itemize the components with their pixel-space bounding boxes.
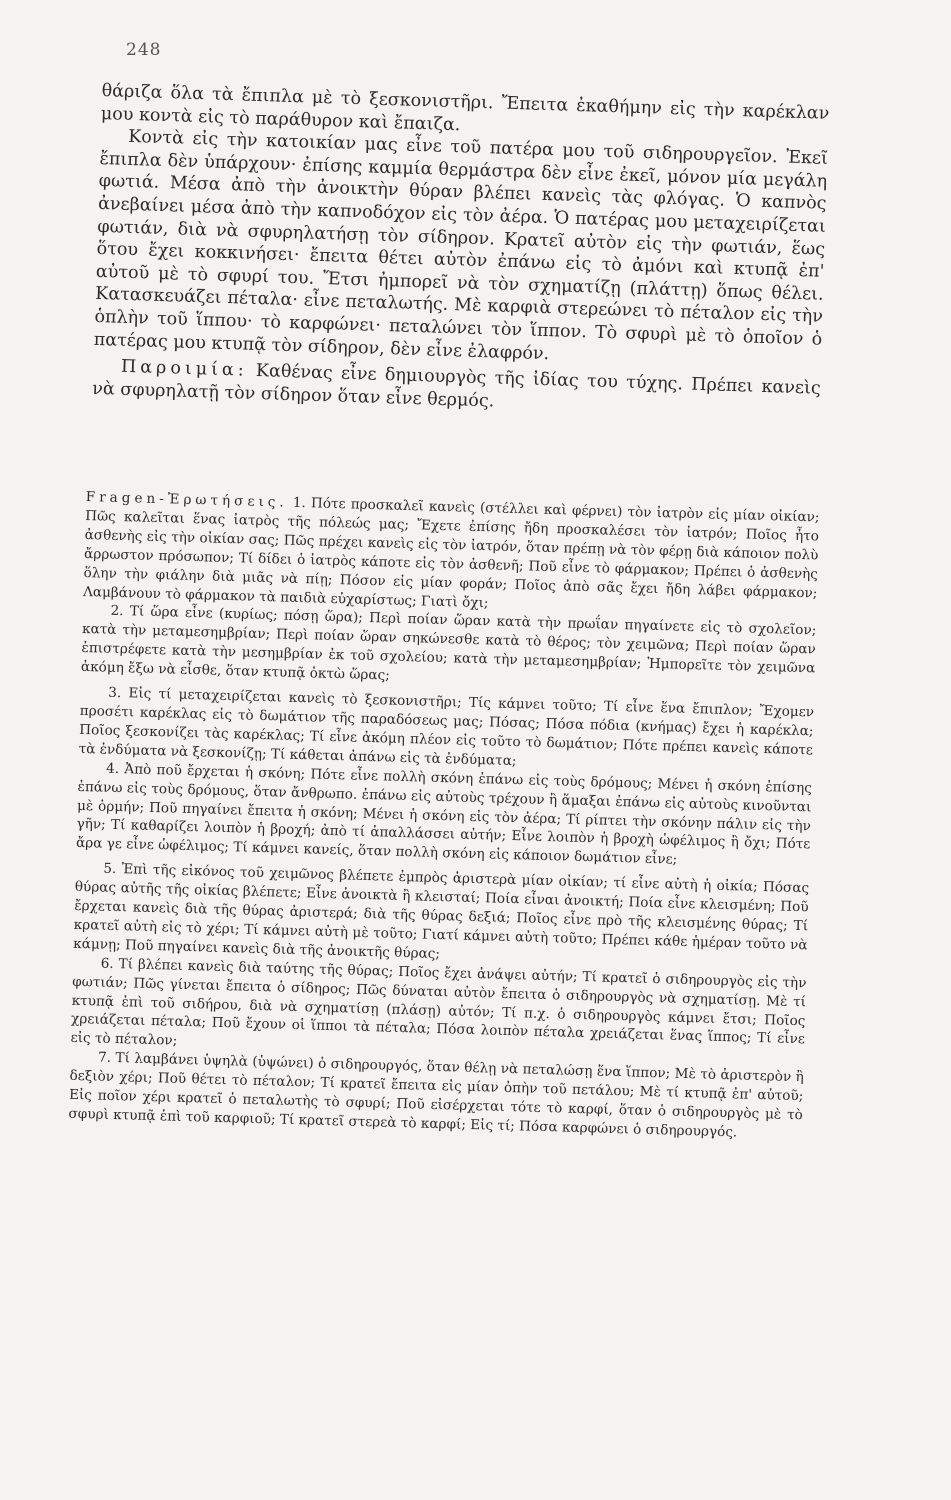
story-paragraph: Κοντὰ εἰς τὴν κατοικίαν μας εἶνε τοῦ πατέρα μου τοῦ σιδηρουργεῖον. Ἐκεῖ ἔπιπλα δὲν ὑπάρχουν· ἐπίσης καμμία θερμάστρα δὲν εἶνε ἐκεῖ, μόνον μία μεγάλη φωτιά. Μέσα ἀπὸ τὴν ἀνοικτὴν θύραν βλέπει κανεὶς τὰς φλόγας. Ὁ καπνὸς ἀνεβαίνει μέσα ἀπὸ τὴν καπνοδόχον εἰς τὸν ἀέρα. Ὁ πατέρας μου μεταχειρίζεται φωτιάν, διὰ νὰ σφυρηλατήσῃ τὸν σίδηρον. Κρατεῖ αὐτὸν εἰς τὴν φωτιάν, ἕως ὅτου ἔχει κοκκινήσει· ἔπειτα θέτει αὐτὸν ἐπάνω εἰς τὸ ἀμόνι καὶ κτυπᾷ ἐπ' αὐτοῦ μὲ τὸ σφυρί του. Ἔτσι ἠμπορεῖ νὰ τὸν σχηματίζῃ (πλάττῃ) ὅπως θέλει. Κατασκευάζει πέταλα· εἶνε πεταλωτής. Μὲ καρφιὰ στερεώνει τὸ πέταλον εἰς τὴν ὁπλὴν τοῦ ἵππου· τὸ καρφώνει· πεταλώνει τὸν ἵππον. Τὸ σφυρὶ μὲ τὸ ὁποῖον ὁ πατέρας μου κτυπᾷ τὸν σίδηρον, δὲν εἶνε ἐλαφρόν. (93, 127, 829, 364)
question-item: 2. Τί ὥρα εἶνε (κυρίως; πόσῃ ὥρα); Περὶ ποίαν ὥραν κατὰ τὴν πρωΐαν πηγαίνετε εἰς τὸ σχολεῖον; κατὰ τὴν μεταμεσημβρίαν; Περὶ ποίαν ὥραν σηκώνεσθε κατὰ τὸ θέρος; τὸν χειμῶνα; Περὶ ποίαν ὥραν ἐπιστρέφετε κατὰ τὴν μεσημβρίαν ἐκ τοῦ σχολείου; κατὰ τὴν μεταμεσημβρίαν; Ἠμπορεῖτε τὸν χειμῶνα ἀκόμη ἔξω νὰ εἶσθε, ὅταν κτυπᾷ ὀκτὼ ὥρας; (80, 603, 817, 684)
questions-section (68, 488, 819, 1144)
questions-label: Fragen-Ἐρωτήσεις. (85, 488, 288, 511)
page-number: 248 (126, 40, 162, 60)
question-item: Fragen-Ἐρωτήσεις. 1. Πότε προσκαλεῖ κανεὶς (στέλλει καὶ φέρνει) τὸν ἰατρὸν εἰς μίαν οἰκίαν; Πῶς καλεῖται ἕνας ἰατρὸς τῆς πόλεώς μας; Ἔχετε ἐπίσης ἤδη προσκαλέσει τὸν ἰατρόν; Ποῖος ἦτο ἀσθενὴς εἰς τὴν οἰκίαν σας; Πῶς πρέχει κανεὶς εἰς τὸν ἰατρόν, ὅταν πρέπῃ νὰ τὸν φέρῃ διὰ κάποιον πολὺ ἄρρωστον πρόσωπον; Τί δίδει ὁ ἰατρὸς κάποτε εἰς τὸν ἀσθενῆ; Ποῦ εἶνε τὸ φάρμακον; Πρέπει ὁ ἀσθενὴς ὅλην τὴν φιάλην διὰ μιᾶς νὰ πίῃ; Πόσον εἰς μίαν φοράν; Ποῖος ἀπὸ σᾶς ἔχει ἤδη λάβει φάρμακον; Λαμβάνουν τὸ φάρμακον τὰ παιδιὰ εὐχαρίστως; Γιατὶ ὄχι; (82, 488, 820, 611)
question-item: 7. Τί λαμβάνει ὑψηλὰ (ὑψώνει) ὁ σιδηρουργός, ὅταν θέλῃ νὰ πεταλώσῃ ἕνα ἵππον; Μὲ τὸ ἀριστερὸν ἢ δεξιὸν χέρι; Ποῦ θέτει τὸ πέταλον; Τί κρατεῖ ἔπειτα εἰς μίαν ὀπὴν τοῦ πετάλου; Μὲ τί κτυπᾷ ἐπ' αὐτοῦ; Εἰς ποῖον χέρι κρατεῖ ὁ πεταλωτὴς τὸ σφυρί; Ποῦ εἰσέρχεται τότε τὸ καρφί, ὅταν ὁ σιδηρουργὸς μὲ τὸ σφυρὶ κτυπᾷ ἐπὶ τοῦ καρφιοῦ; Τί κρατεῖ στερεὰ τὸ καρφί; Εἰς τί; Πόσα καρφώνει ὁ σιδηρουργός. (68, 1049, 805, 1141)
question-item: 4. Ἀπὸ ποῦ ἔρχεται ἡ σκόνη; Πότε εἶνε πολλὴ σκόνη ἐπάνω εἰς τοὺς δρόμους; Μένει ἡ σκόνη ἐπίσης ἐπάνω εἰς τοὺς δρόμους, ὅταν ἄνθρωπο. ἐπάνω εἰς αὐτοὺς τρέχουν ἢ ἅμαξαι ἐπάνω εἰς αὐτοὺς κινοῦνται μὲ ὁρμήν; Ποῦ πηγαίνει ἔπειτα ἡ σκόνη; Μένει ἡ σκόνη εἰς τὸν ἀέρα; Τί ρίπτει τὴν σκόνην πάλιν εἰς τὴν γῆν; Τί καθαρίζει λοιπὸν ἡ βροχή; ἀπὸ τί ἀπαλλάσσει αὐτήν; Εἶνε λοιπὸν ἡ βροχὴ ὠφέλιμος ἢ ὄχι; Πότε ἄρα γε εἶνε ὠφέλιμος; Τί κάμνει κανείς, ὅταν πολλὴ σκόνη εἰς κάποιον δωμάτιον εἶνε; (75, 760, 813, 868)
question-item: 3. Εἰς τί μεταχειρίζεται κανεὶς τὸ ξεσκονιστῆρι; Τίς κάμνει τοῦτο; Τί εἶνε ἕνα ἔπιπλον; Ἔχομεν προσέτι καρέκλας εἰς τὸ δωμάτιον τῆς παραδόσεως μας; Πόσας; Πόσα πόδια (κνήμας) ἔχει ἡ καρέκλα; Ποῖος ξεσκονίζει τὰς καρέκλας; Τί εἶνε ἀκόμη πλέον εἰς τοῦτο τὸ δωμάτιον; Πότε πρέπει κανεὶς κάποτε τὰ ἐνδύματα νὰ ξεσκονίζῃ; Τί κάθεται ἀπάνω εἰς τὰ ἐνδύματα; (78, 684, 815, 769)
reading-passage (92, 80, 830, 423)
proverb-label: Παροιμία: (120, 356, 248, 381)
question-item: 5. Ἐπὶ τῆς εἰκόνος τοῦ χειμῶνος βλέπετε ἐμπρὸς ἀριστερὰ μίαν οἰκίαν; τί εἶνε αὐτὴ ἡ οἰκία; Πόσας θύρας αὐτῆς τῆς οἰκίας βλέπετε; Εἶνε ἀνοικτὰ ἢ κλεισταί; Ποία εἶναι ἀνοικτή; Ποία εἶνε κλεισμένη; Ποῦ ἔρχεται κανεὶς διὰ τῆς θύρας ἀριστερά; διὰ τῆς θύρας δεξιά; Ποῖος εἶνε πρὸ τῆς κλεισμένης θύρας; Τί κρατεῖ αὐτὴ εἰς τὸ χέρι; Τί κάμνει αὐτὴ μὲ τοῦτο; Γιατί κάμνει αὐτὴ τοῦτο; Πρέπει κάθε ἡμέραν τοῦτο νὰ κάμνῃ; Ποῦ πηγαίνει κανεὶς διὰ τῆς ἀνοικτῆς θύρας; (73, 860, 810, 962)
story-paragraph: θάριζα ὅλα τὰ ἔπιπλα μὲ τὸ ξεσκονιστῆρι. Ἔπειτα ἐκαθήμην εἰς τὴν καρέκλαν μου κοντὰ εἰς τὸ παράθυρον καὶ ἔπαιζα. (100, 80, 830, 135)
proverb-text: Καθένας εἶνε δημιουργὸς τῆς ἰδίας του τύχης. Πρέπει κανεὶς νὰ σφυρηλατῇ τὸν σίδηρον ὅταν εἶνε θερμός. (91, 361, 821, 412)
question-item: 6. Τί βλέπει κανεὶς διὰ ταύτης τῆς θύρας; Ποῖος ἔχει ἀνάψει αὐτήν; Τί κρατεῖ ὁ σιδηρουργὸς εἰς τὴν φωτιάν; Πῶς γίνεται ἔπειτα ὁ σίδηρος; Πῶς δύναται αὐτὸν ἔπειτα ὁ σιδηρουργὸς νὰ σχηματίσῃ. Μὲ τί κτυπᾷ ἐπὶ τοῦ σιδήρου, διὰ νὰ σχηματίσῃ (πλάσῃ) αὐτόν; Τί π.χ. ὁ σιδηρουργὸς κάμνει ἔτσι; Ποῖος χρειάζεται πέταλα; Ποῦ ἔχουν οἱ ἵπποι τὰ πέταλα; Πόσα λοιπὸν πέταλα χρειάζεται ἕνας ἵππος; Τί εἶνε εἰς τὸ πέταλον; (70, 955, 807, 1050)
